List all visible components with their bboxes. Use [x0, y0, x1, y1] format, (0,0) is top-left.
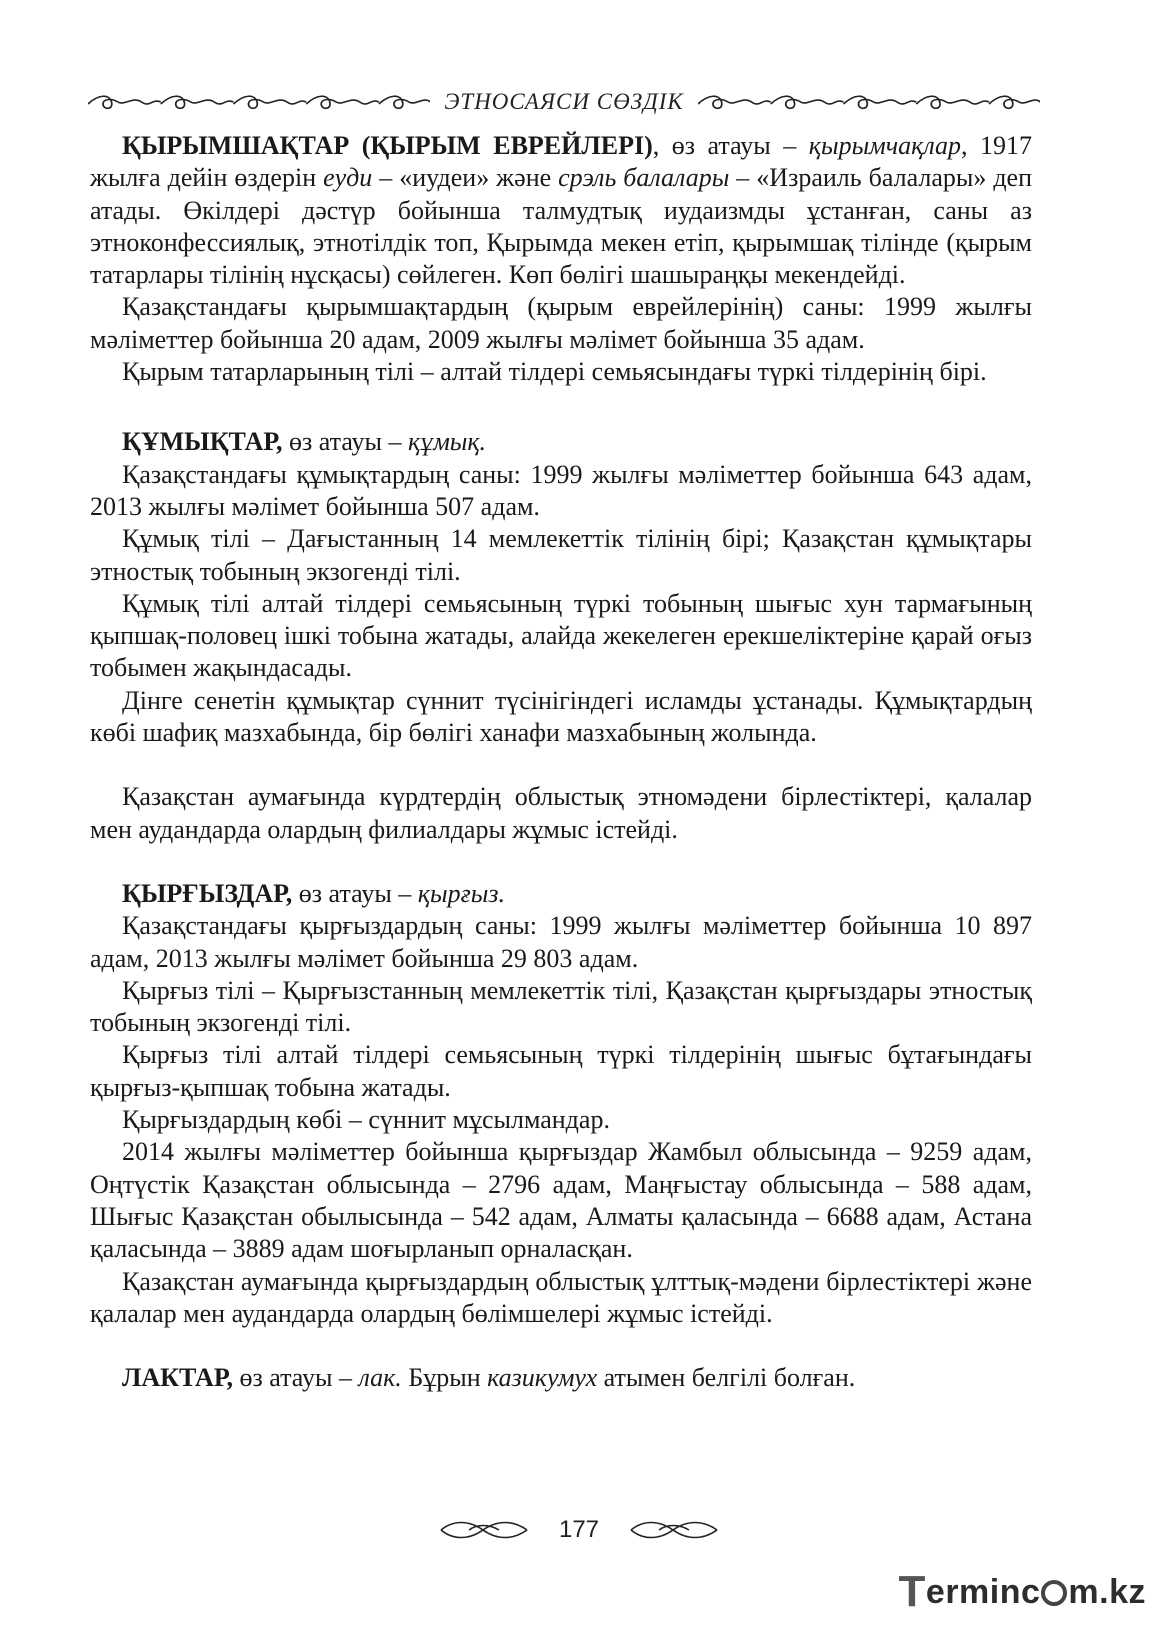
text-run: Қазақстан аумағында қырғыздардың облыстық ұлттық-мәдени бірлестіктері және қалалар мен аудандарда олардың бөлімшелері жұмыс істейді. — [90, 1266, 1032, 1328]
paragraph-p14 — [90, 1104, 1032, 1136]
text-run: Қырғыз тілі – Қырғызстанның мемлекеттік тілі, Қазақстан қырғыздары этностық тобының экзогенді тілі. — [90, 975, 1032, 1038]
flourish-left-icon — [439, 1516, 529, 1544]
paragraph-p17 — [90, 1362, 1032, 1394]
page-number: 177 — [558, 1516, 600, 1543]
paragraph-p8 — [90, 685, 1032, 750]
text-run: Құмық тілі – Дағыстанның 14 мемлекеттік тілінің бірі; Қазақстан құмықтары этностық тобының экзогенді тілі. — [90, 524, 1032, 586]
paragraph-p6 — [90, 523, 1032, 588]
watermark-o-icon — [1041, 1580, 1067, 1606]
flourish-right-icon — [629, 1516, 719, 1544]
header-title: ЭТНОСАЯСИ СӨЗДІК — [444, 89, 684, 114]
text-run: Дінге сенетін құмықтар сүннит түсінігіндегі исламды ұстанады. Құмықтардың көбі шафиқ мазхабында, бір бөлігі ханафи мазхабының жолында. — [90, 685, 1032, 748]
entry-term: ҚЫРЫМШАҚТАР (ҚЫРЫМ ЕВРЕЙЛЕРІ) — [122, 131, 653, 160]
paragraph-p3 — [90, 356, 1032, 388]
text-run: 2014 жылғы мәліметтер бойынша қырғыздар Жамбыл облысында – 9259 адам, Оңтүстік Қазақстан облысында – 2796 адам, Маңғыстау облысында – 588 адам, Шығыс Қазақстан обылысында – 542 адам, Алматы қаласында – 6688 адам, Астана қаласында – 3889 адам шоғырланып орналасқан. — [90, 1137, 1032, 1264]
paragraph-p12 — [90, 975, 1032, 1040]
paragraph-p13 — [90, 1039, 1032, 1104]
italic-text: лак. — [358, 1363, 402, 1393]
paragraph-p5 — [90, 459, 1032, 524]
page-body — [90, 130, 1032, 1394]
paragraph-p15 — [90, 1136, 1032, 1265]
paragraph-p10 — [90, 878, 1032, 910]
paragraph-p7 — [90, 588, 1032, 685]
paragraph-p1 — [90, 130, 1032, 291]
text-run: Қазақстандағы қырымшақтардың (қырым еврейлерінің) саны: 1999 жылғы мәліметтер бойынша 20 адам, 2009 жылғы мәлімет бойынша 35 адам. — [90, 292, 1032, 354]
page-footer — [0, 1510, 1158, 1550]
entry-term: ЛАКТАР, — [122, 1363, 233, 1393]
watermark-part1: erminc — [925, 1572, 1041, 1611]
text-run: Қазақстандағы қырғыздардың саны: 1999 жылғы мәліметтер бойынша 10 897 адам, 2013 жылғы мәлімет бойынша 29 803 адам. — [90, 911, 1032, 973]
text-run: өз атауы – — [292, 878, 418, 908]
text-run: атымен белгілі болған. — [597, 1363, 856, 1393]
paragraph-p11 — [90, 910, 1032, 975]
text-run: – «Израиль балалары» деп атады. Өкілдері дәстүр бойынша талмудтық иудаизмды ұстанған, саны аз этноконфессиялық, этнотілдік топ, Қырымда мекен етіп, қырымшақ тілінде (қырым татарлары тілінің нұсқасы) сөйлеген. Көп бөлігі шашыраңқы мекендейді. — [90, 163, 1032, 290]
entry-term: ҚҰМЫҚТАР, — [122, 427, 283, 457]
paragraph-p16 — [90, 1266, 1032, 1331]
text-run: өз атауы – — [232, 1363, 359, 1393]
entry-term: ҚЫРҒЫЗДАР, — [122, 878, 293, 908]
italic-text: қырымчақлар — [808, 131, 961, 160]
paragraph-p9 — [90, 781, 1032, 846]
text-run: Қазақстандағы құмықтардың саны: 1999 жылғы мәліметтер бойынша 643 адам, 2013 жылғы мәлімет бойынша 507 адам. — [90, 459, 1032, 521]
text-run: Қазақстан аумағында күрдтердің облыстық этномәдени бірлестіктері, қалалар мен аудандарда олардың филиалдары жұмыс істейді. — [90, 782, 1032, 844]
text-run: Құмық тілі алтай тілдері семьясының түркі тобының шығыс хун тармағының қыпшақ-половец ішкі тобына жатады, алайда жекелеген ерекшеліктеріне қарай оғыз тобымен жақындасады. — [90, 588, 1032, 683]
text-run: Қырғыз тілі алтай тілдері семьясының түркі тілдерінің шығыс бұтағындағы қырғыз-қыпшақ тобына жатады. — [90, 1040, 1032, 1102]
text-run: Қырым татарларының тілі – алтай тілдері семьясындағы түркі тілдерінің бірі. — [122, 357, 987, 387]
text-run: , өз атауы – — [652, 131, 809, 160]
watermark-logo — [899, 1567, 1146, 1617]
text-run: өз атауы – — [282, 427, 409, 457]
text-run: Бұрын — [401, 1363, 488, 1393]
watermark-letter-t: T — [898, 1567, 926, 1616]
ornament-left-icon — [88, 92, 430, 112]
italic-text: еуди — [323, 163, 373, 193]
italic-text: құмық. — [408, 427, 487, 457]
paragraph-p4 — [90, 426, 1032, 458]
text-run: – «иудеи» және — [372, 163, 559, 193]
text-run: , 1917 жылға дейін өздерін — [90, 131, 1033, 193]
text-run: Қырғыздардың көбі – сүннит мұсылмандар. — [122, 1105, 610, 1135]
italic-text: срэль балалары — [558, 163, 730, 193]
ornament-right-icon — [698, 92, 1040, 112]
running-header — [88, 84, 1040, 120]
italic-text: қырғыз. — [417, 878, 505, 908]
watermark-part2: m.kz — [1068, 1572, 1146, 1611]
paragraph-p2 — [90, 291, 1032, 356]
italic-text: казикумух — [487, 1363, 598, 1393]
